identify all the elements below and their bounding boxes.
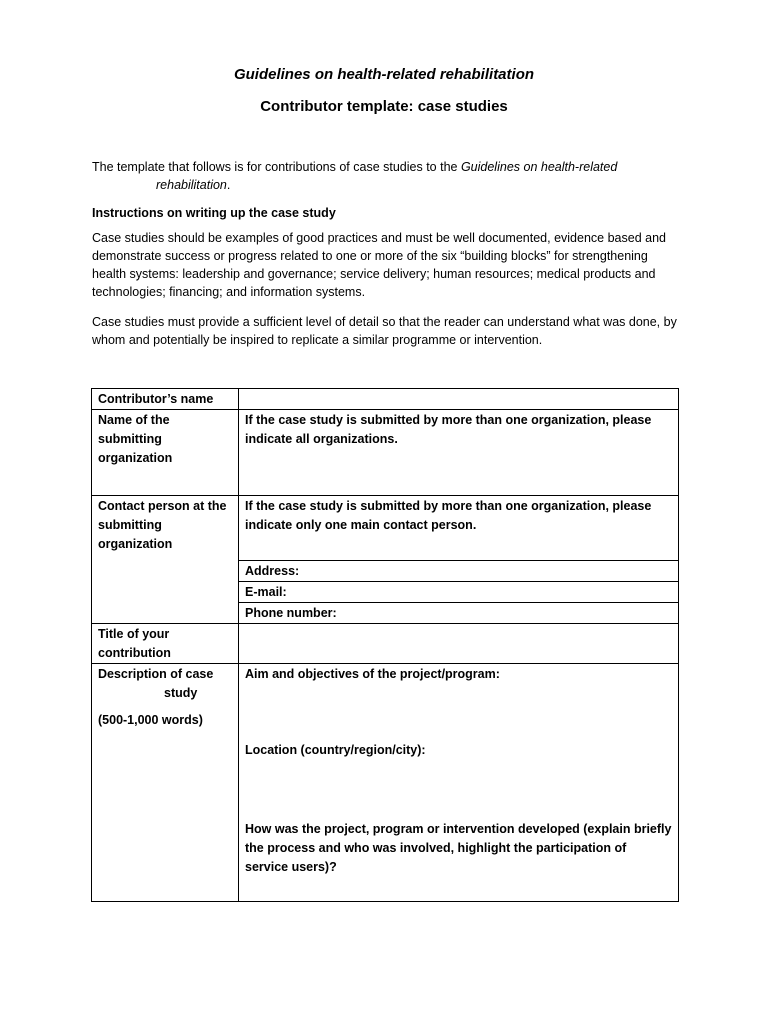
email-field[interactable]: E-mail: (239, 582, 679, 603)
document-title: Guidelines on health-related rehabilitation (233, 66, 535, 83)
intro-guidelines-title: Guidelines on health-related (460, 160, 618, 174)
description-label: Description of case (98, 667, 214, 681)
address-field[interactable]: Address: (239, 561, 679, 582)
location-prompt: Location (country/region/city): (245, 743, 426, 757)
instructions-heading: Instructions on writing up the case study (92, 206, 336, 220)
contact-person-field[interactable]: If the case study is submitted by more than one organization, please indicate only one main contact person. (239, 496, 679, 561)
contribution-title-field[interactable] (239, 624, 679, 664)
contact-person-label: Contact person at the submitting organization (92, 496, 239, 624)
case-study-form-table (91, 388, 679, 902)
word-count-label: (500-1,000 words) (98, 713, 203, 727)
table-row-description (92, 664, 679, 902)
intro-period: . (226, 178, 231, 192)
contributor-name-label: Contributor’s name (92, 389, 239, 410)
table-row-contributor (92, 389, 679, 410)
instructions-paragraph-2: Case studies must provide a sufficient level of detail so that the reader can understand what was done, by whom and potentially be inspired to replicate a similar programme or intervention. (92, 315, 677, 347)
development-prompt: How was the project, program or intervention developed (explain briefly the process and who was involved, highlight the participation of service users)? (245, 822, 672, 874)
submitting-org-label: Name of the submitting organization (92, 410, 239, 496)
intro-text: The template that follows is for contributions of case studies to the (92, 160, 461, 174)
submitting-org-field[interactable]: If the case study is submitted by more than one organization, please indicate all organizations. (239, 410, 679, 496)
table-row-contact-person (92, 496, 679, 561)
contributor-name-field[interactable] (239, 389, 679, 410)
description-label-cont: study (164, 686, 198, 700)
table-row-submitting-org (92, 410, 679, 496)
document-subtitle: Contributor template: case studies (260, 98, 508, 115)
contribution-title-label: Title of your contribution (92, 624, 239, 664)
table-row-title (92, 624, 679, 664)
intro-paragraph (92, 158, 682, 194)
aim-prompt: Aim and objectives of the project/program: (245, 667, 500, 681)
description-field[interactable] (239, 664, 679, 902)
intro-guidelines-title-cont: rehabilitation (156, 178, 227, 192)
description-label-cell (92, 664, 239, 902)
instructions-paragraph-1: Case studies should be examples of good practices and must be well documented, evidence based and demonstrate success or progress related to one or more of the six “building blocks” for strengthening health systems: leadership and governance; service delivery; human resources; medical products and technologies; financing; and information systems. (92, 231, 666, 299)
phone-field[interactable]: Phone number: (239, 603, 679, 624)
